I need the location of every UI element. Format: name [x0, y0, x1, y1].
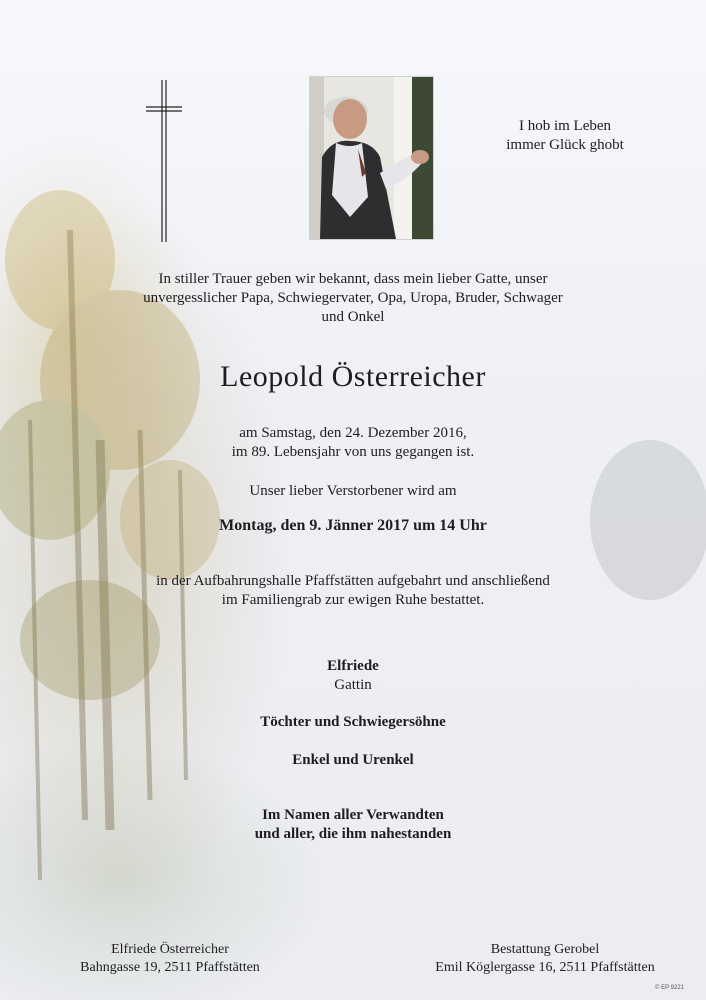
quote-line: I hob im Leben	[518, 118, 612, 134]
closing-line: und aller, die ihm nahestanden	[254, 826, 452, 842]
family-contact	[80, 941, 260, 977]
closing-line: Im Namen aller Verwandten	[262, 807, 444, 823]
wife-role: Gattin	[334, 677, 372, 693]
intro-line: und Onkel	[321, 309, 385, 325]
death-line: im 89. Lebensjahr von uns gegangen ist.	[231, 444, 475, 460]
intro-line: In stiller Trauer geben wir bekannt, dass mein lieber Gatte, unser	[158, 271, 548, 287]
intro-line: unvergesslicher Papa, Schwiegervater, Opa, Uropa, Bruder, Schwager	[143, 290, 563, 306]
quote-line: immer Glück ghobt	[506, 137, 624, 153]
funeral-home-name: Bestattung Gerobel	[490, 942, 600, 957]
wife-block	[0, 657, 706, 695]
death-line: am Samstag, den 24. Dezember 2016,	[239, 425, 467, 441]
funeral-home-contact	[420, 941, 670, 977]
place-line: in der Aufbahrungshalle Pfaffstätten aufgebahrt und anschließend	[156, 573, 550, 589]
print-code: © EP 9221	[655, 985, 684, 991]
announcement-text: Unser lieber Verstorbener wird am	[249, 483, 457, 499]
funeral-home-address: Emil Köglergasse 16, 2511 Pfaffstätten	[435, 960, 655, 975]
contact-address: Bahngasse 19, 2511 Pfaffstätten	[80, 960, 260, 975]
place-details	[0, 572, 706, 610]
children-line: Töchter und Schwiegersöhne	[260, 714, 446, 730]
portrait-photo	[310, 77, 433, 239]
cross-icon	[146, 80, 182, 242]
place-line: im Familiengrab zur ewigen Ruhe bestattet.	[221, 592, 485, 608]
quote-block	[470, 117, 660, 155]
closing-block	[0, 806, 706, 844]
wife-name: Elfriede	[327, 658, 379, 674]
death-details	[0, 424, 706, 462]
deceased-name: Leopold Österreicher	[220, 360, 486, 393]
service-date: Montag, den 9. Jänner 2017 um 14 Uhr	[219, 517, 487, 534]
contact-name: Elfriede Österreicher	[111, 942, 229, 957]
intro-text	[0, 270, 706, 327]
grandchildren-line: Enkel und Urenkel	[292, 752, 414, 768]
